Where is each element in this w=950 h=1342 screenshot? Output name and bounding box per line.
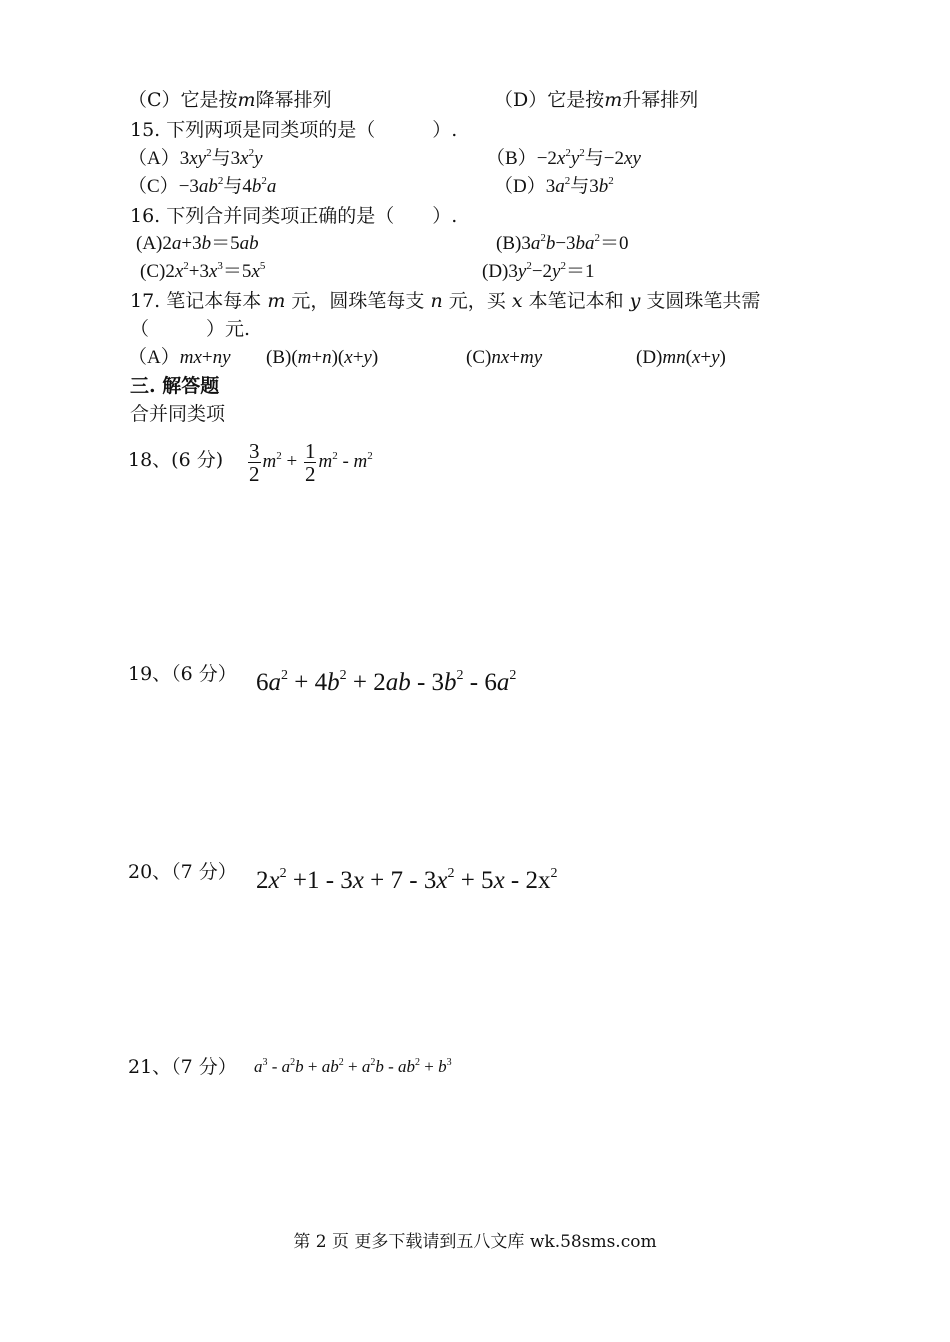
- q14-option-c-var: m: [237, 89, 256, 111]
- q15-d-label: （D）: [494, 176, 546, 197]
- q17-option-b: (B)(m+n)(x+y): [266, 347, 379, 368]
- q17-var-n: n: [430, 290, 443, 312]
- q17-option-c: (C)nx+my: [466, 347, 543, 368]
- q17-stem-1: 17. 笔记本每本: [130, 290, 262, 312]
- q15-b-label: （B）: [486, 148, 537, 169]
- q15-a-label: （A）: [128, 148, 180, 169]
- q14-option-c-tail: 降幂排列: [255, 89, 332, 111]
- q17-d-label: (D): [636, 347, 663, 368]
- q17-stem-4: 本笔记本和: [528, 290, 624, 312]
- q18-label: 18、(6 分): [128, 449, 224, 471]
- q17-stem-5: 支圆珠笔共需: [646, 290, 761, 312]
- section-instruction: 合并同类项: [130, 403, 226, 425]
- q14-option-d-tail: 升幂排列: [622, 89, 699, 111]
- q14-option-d-text: （D）它是按: [494, 89, 605, 111]
- q14-option-d: [494, 88, 698, 112]
- q15-d-yu: 与: [570, 176, 590, 197]
- q16-option-a: (A)2a+3b＝5ab: [136, 233, 259, 254]
- q14-option-c-text: （C）它是按: [128, 89, 238, 111]
- q16-d-label: (D): [482, 261, 509, 282]
- q17-var-y: y: [629, 290, 641, 312]
- q17-stem: [130, 289, 760, 313]
- q15-b-yu: 与: [584, 148, 604, 169]
- q14-option-d-var: m: [604, 89, 623, 111]
- q17-option-a: （A）mx+ny: [128, 347, 231, 368]
- page-footer: 第 2 页 更多下载请到五八文库 wk.58sms.com: [293, 1232, 657, 1252]
- q15-option-c: $(C)-3ab^2$与$4b^2a$: [128, 175, 277, 197]
- q17-a-label: （A）: [128, 347, 180, 368]
- section-title: 三. 解答题: [130, 375, 220, 397]
- q17-var-x: x: [511, 290, 523, 312]
- q20-expression: $2x^2 +1 - 3x + 7 - 3x^2 + 5x - 2x^2$: [256, 866, 558, 894]
- q19-label: 19、（6 分）: [128, 663, 237, 685]
- q17-var-m: m: [267, 290, 286, 312]
- q16-stem: 16. 下列合并同类项正确的是（ ）.: [130, 205, 458, 227]
- q17-stem-3: 元，买: [448, 290, 506, 312]
- q17-c-label: (C): [466, 347, 492, 368]
- q19-expression: $6a^2 + 4b^2 + 2ab - 3b^2 - 6a^2$: [256, 668, 517, 696]
- q15-c-yu: 与: [223, 176, 243, 197]
- q17-option-d: (D)mn(x+y): [636, 347, 726, 368]
- q20-label: 20、（7 分）: [128, 861, 237, 883]
- q14-option-c: [128, 88, 332, 112]
- q21-expression: $a^3 - a^2b + ab^2 + a^2b - ab^2 + b^3$: [254, 1057, 452, 1076]
- q15-option-a: $(A)3xy^2$与$3x^2y$: [128, 147, 263, 169]
- q15-option-b: $(B)-2x^2y^2$与−2xy: [486, 147, 641, 169]
- q15-a-yu: 与: [211, 148, 231, 169]
- q16-option-c: $(C)2x^2+3x^3=5x^5$: [140, 260, 266, 282]
- q16-c-label: (C): [140, 261, 166, 282]
- q16-option-b: $(B)3a^2b-3ba^2=0$: [496, 232, 629, 254]
- q16-option-d: $(D)3y^2-2y^2=1$: [482, 260, 595, 282]
- q17-stem-cont: （ ）元.: [130, 318, 251, 340]
- q15-option-d: $(D)3a^2$与$3b^2$: [494, 175, 614, 197]
- q15-c-label: （C）: [128, 176, 179, 197]
- q17-stem-2: 元，圆珠笔每支: [291, 290, 425, 312]
- q18-expression: $\frac{3}{2}$ $m^2$ + $\frac{1}{2}$ $m^2 - m^2$: [249, 439, 373, 486]
- q16-a-label: (A): [136, 233, 163, 254]
- q15-stem: 15. 下列两项是同类项的是（ ）.: [130, 119, 458, 141]
- q17-b-label: (B): [266, 347, 292, 368]
- q21-label: 21、（7 分）: [128, 1056, 237, 1078]
- q16-b-label: (B): [496, 233, 522, 254]
